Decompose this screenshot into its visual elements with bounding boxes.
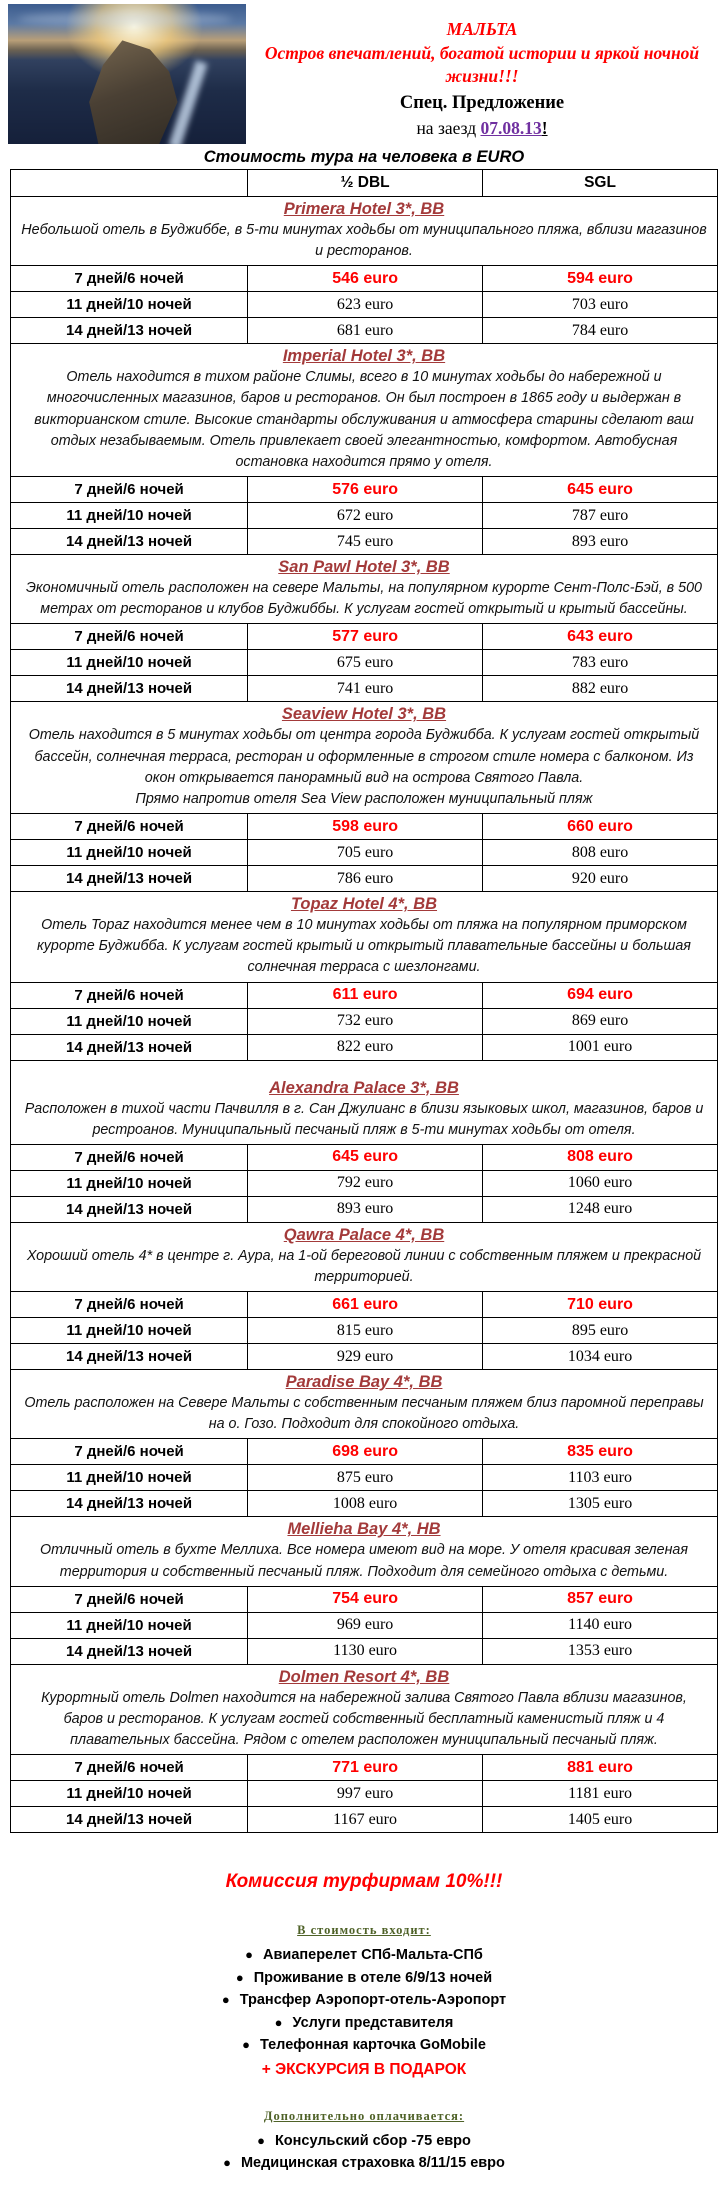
column-header-sgl: SGL [483,170,718,197]
dbl-price-cell: 786 euro [248,866,483,892]
hotel-description: Отель находится в 5 минутах ходьбы от центра города Буджибба. К услугам гостей открытый бассейн, солнечная терраса, ресторан и оформленные в строгом стиле номера с балконом. Из окон открывается панорамный вид на острова Святого Павла. [28,727,700,786]
duration-cell: 7 дней/6 ночей [11,814,248,840]
duration-cell: 14 дней/13 ночей [11,529,248,555]
price-row [11,1491,718,1517]
duration-cell: 7 дней/6 ночей [11,266,248,292]
sgl-price-cell: 1305 euro [483,1491,718,1517]
list-item-text: Авиаперелет СПб-Мальта-СПб [263,1947,483,1964]
list-item [0,2012,728,2034]
price-row [11,503,718,529]
dbl-price-cell: 875 euro [248,1465,483,1491]
includes-heading: В стоимость входит: [297,1923,431,1938]
dbl-price-cell: 1130 euro [248,1638,483,1664]
sgl-price-cell: 808 euro [483,1144,718,1170]
duration-cell: 7 дней/6 ночей [11,1144,248,1170]
duration-cell: 14 дней/13 ночей [11,1344,248,1370]
column-header-row [11,170,718,197]
sgl-price-cell: 787 euro [483,503,718,529]
dbl-price-cell: 929 euro [248,1344,483,1370]
sgl-price-cell: 869 euro [483,1008,718,1034]
price-row [11,1638,718,1664]
dbl-price-cell: 577 euro [248,624,483,650]
dbl-price-cell: 705 euro [248,840,483,866]
dbl-price-cell: 732 euro [248,1008,483,1034]
title-block [246,4,718,140]
dbl-price-cell: 681 euro [248,318,483,344]
price-row [11,1318,718,1344]
hotel-description: Отличный отель в бухте Меллиха. Все номера имеют вид на море. У отеля красивая зеленая территория и собственный песчаный пляж. Подходит для семейного отдыха с детьми. [39,1542,689,1580]
sgl-price-cell: 808 euro [483,840,718,866]
price-row [11,1170,718,1196]
hotel-section-header-row [11,1664,718,1754]
sgl-price-cell: 882 euro [483,676,718,702]
hotel-name: Alexandra Palace 3*, BB [269,1078,459,1097]
price-row [11,1755,718,1781]
sgl-price-cell: 784 euro [483,318,718,344]
date-suffix: ! [541,117,548,138]
dbl-price-cell: 672 euro [248,503,483,529]
sgl-price-cell: 645 euro [483,477,718,503]
hotel-section-cell [11,1370,718,1439]
price-row [11,1807,718,1833]
dbl-price-cell: 771 euro [248,1755,483,1781]
hotel-description: Экономичный отель расположен на севере Мальты, на популярном курорте Сент-Полс-Бэй, в 500 метрах от ресторанов и клубов Буджиббы. К услугам гостей открытый и крытый бассейны. [26,580,702,618]
duration-cell: 14 дней/13 ночей [11,318,248,344]
hotel-description: Курортный отель Dolmen находится на набережной залива Святого Павла вблизи магазинов, баров и ресторанов. К услугам гостей собственный бесплатный каменистый пляж и 4 плавательных бассейна. Рядом с отелем расположен муниципальный песчаный пляж. [41,1689,687,1749]
sgl-price-cell: 835 euro [483,1439,718,1465]
hotel-name: Seaview Hotel 3*, BB [281,705,447,724]
price-row [11,266,718,292]
dbl-price-cell: 675 euro [248,650,483,676]
special-offer-label: Спец. Предложение [399,92,565,113]
duration-cell: 7 дней/6 ночей [11,477,248,503]
duration-cell: 11 дней/10 ночей [11,1465,248,1491]
dbl-price-cell: 745 euro [248,529,483,555]
price-row [11,318,718,344]
price-table [10,169,718,1833]
page-title: МАЛЬТА [446,19,518,39]
sgl-price-cell: 1001 euro [483,1034,718,1060]
sgl-price-cell: 1140 euro [483,1612,718,1638]
list-item-text: Услуги представителя [292,2014,454,2031]
price-row [11,650,718,676]
sgl-price-cell: 1060 euro [483,1170,718,1196]
dbl-price-cell: 598 euro [248,814,483,840]
hotel-section-header-row [11,1222,718,1291]
duration-cell: 14 дней/13 ночей [11,866,248,892]
dbl-price-cell: 546 euro [248,266,483,292]
price-row [11,982,718,1008]
sgl-price-cell: 1034 euro [483,1344,718,1370]
table-caption: Стоимость тура на человека в EURO [203,148,525,166]
price-row [11,1781,718,1807]
hotel-section-header-row [11,1060,718,1144]
price-row [11,866,718,892]
list-item [0,1944,728,1966]
duration-cell: 11 дней/10 ночей [11,1008,248,1034]
bullet-icon: ● [242,2037,250,2053]
duration-cell: 11 дней/10 ночей [11,292,248,318]
hotel-description: Небольшой отель в Буджиббе, в 5-ти минутах ходьбы от муниципального пляжа, вблизи магазинов и ресторанов. [21,222,707,260]
hotel-description: Отель Topaz находится менее чем в 10 минутах ходьбы от пляжа на популярном приморском курорте Буджибба. К услугам гостей крытый и открытый плавательные бассейны и большая солнечная терраса с шезлонгами. [37,917,691,976]
duration-cell: 14 дней/13 ночей [11,1034,248,1060]
hotel-name: Topaz Hotel 4*, BB [290,895,438,914]
duration-cell: 11 дней/10 ночей [11,840,248,866]
hotel-name: Paradise Bay 4*, BB [285,1373,443,1392]
sgl-price-cell: 594 euro [483,266,718,292]
dbl-price-cell: 698 euro [248,1439,483,1465]
dbl-price-cell: 1008 euro [248,1491,483,1517]
date-prefix: на заезд [416,117,481,138]
column-header-empty [11,170,248,197]
hotel-name: Primera Hotel 3*, BB [283,200,445,218]
hotel-section-cell [11,1222,718,1291]
sgl-price-cell: 857 euro [483,1586,718,1612]
list-item-text: Телефонная карточка GoMobile [259,2037,486,2054]
bullet-icon: ● [257,2132,265,2148]
sgl-price-cell: 881 euro [483,1755,718,1781]
price-row [11,1344,718,1370]
dbl-price-cell: 893 euro [248,1196,483,1222]
duration-cell: 14 дней/13 ночей [11,1638,248,1664]
price-row [11,529,718,555]
malta-aerial-photo [8,4,246,144]
column-header-half-dbl: ½ DBL [248,170,483,197]
bullet-icon: ● [274,2014,283,2030]
sgl-price-cell: 920 euro [483,866,718,892]
price-row [11,292,718,318]
dbl-price-cell: 611 euro [248,982,483,1008]
duration-cell: 11 дней/10 ночей [11,650,248,676]
sgl-price-cell: 710 euro [483,1292,718,1318]
dbl-price-cell: 997 euro [248,1781,483,1807]
bullet-icon: ● [235,1969,244,1985]
dbl-price-cell: 645 euro [248,1144,483,1170]
price-row [11,624,718,650]
bullet-icon: ● [221,1992,230,2008]
hotel-name: San Pawl Hotel 3*, BB [278,558,450,577]
dbl-price-cell: 815 euro [248,1318,483,1344]
dbl-price-cell: 741 euro [248,676,483,702]
duration-cell: 11 дней/10 ночей [11,1612,248,1638]
duration-cell: 11 дней/10 ночей [11,1781,248,1807]
commission-note: Комиссия турфирмам 10%!!! [225,1871,503,1893]
price-row [11,1439,718,1465]
includes-list [0,1944,728,2056]
price-row [11,814,718,840]
hotel-section-header-row [11,555,718,624]
photo-cloud-shape [18,12,232,26]
list-item [0,1989,728,2011]
hotel-section-cell [11,555,718,624]
hotel-name: Imperial Hotel 3*, BB [282,347,446,366]
price-row [11,1034,718,1060]
hotel-name: Mellieha Bay 4*, HB [287,1520,441,1539]
list-item [0,2152,728,2174]
list-item-text: Консульский сбор -75 евро [274,2132,471,2149]
hotel-section-cell [11,892,718,982]
hotel-section-header-row [11,197,718,266]
dbl-price-cell: 792 euro [248,1170,483,1196]
bullet-icon: ● [245,1947,254,1963]
duration-cell: 11 дней/10 ночей [11,1318,248,1344]
dbl-price-cell: 576 euro [248,477,483,503]
hotel-name: Qawra Palace 4*, BB [283,1225,445,1244]
duration-cell: 11 дней/10 ночей [11,1170,248,1196]
list-item-text: Трансфер Аэропорт-отель-Аэропорт [239,1992,507,2009]
list-item [0,2034,728,2056]
bonus-excursion-note: + ЭКСКУРСИЯ В ПОДАРОК [261,2060,467,2078]
price-row [11,1008,718,1034]
hotel-name: Dolmen Resort 4*, BB [278,1667,450,1686]
hotel-section-header-row [11,1370,718,1439]
price-row [11,1612,718,1638]
list-item [0,2130,728,2152]
hotel-section-cell [11,197,718,266]
dbl-price-cell: 754 euro [248,1586,483,1612]
sgl-price-cell: 703 euro [483,292,718,318]
duration-cell: 7 дней/6 ночей [11,624,248,650]
price-row [11,1465,718,1491]
dbl-price-cell: 969 euro [248,1612,483,1638]
price-row [11,840,718,866]
hotel-section-cell [11,1517,718,1586]
duration-cell: 11 дней/10 ночей [11,503,248,529]
dbl-price-cell: 623 euro [248,292,483,318]
sgl-price-cell: 783 euro [483,650,718,676]
hotel-description: Отель находится в тихом районе Слимы, всего в 10 минутах ходьбы до набережной и многочисленных магазинов, баров и ресторанов. Он был построен в 1865 году и выдержан в викторианском стиле. Высокие стандарты обслуживания и атмосфера старины сделают ваш отдых незабываемым. Отель привлекает своей элегантностью, комфортом. Автобусная остановка находится прямо у отеля. [34,369,694,470]
sgl-price-cell: 1103 euro [483,1465,718,1491]
sgl-price-cell: 1353 euro [483,1638,718,1664]
price-row [11,1292,718,1318]
hotel-section-header-row [11,1517,718,1586]
sgl-price-cell: 895 euro [483,1318,718,1344]
duration-cell: 7 дней/6 ночей [11,1755,248,1781]
hotel-section-cell [11,344,718,477]
duration-cell: 14 дней/13 ночей [11,1807,248,1833]
duration-cell: 7 дней/6 ночей [11,1439,248,1465]
arrival-date-line [246,117,718,141]
duration-cell: 14 дней/13 ночей [11,1491,248,1517]
price-row [11,1586,718,1612]
sgl-price-cell: 643 euro [483,624,718,650]
list-item-text: Медицинская страховка 8/11/15 евро [240,2155,505,2172]
list-item [0,1967,728,1989]
hotel-description: Расположен в тихой части Пачвилля в г. Сан Джулианс в близи языковых школ, магазинов, баров и рестроанов. Муниципальный песчаный пляж в 5-ти минутах ходьбы от отеля. [24,1100,704,1138]
hotel-description: Хороший отель 4* в центре г. Аура, на 1-ой береговой линии с собственным пляжем и прекрасной территорией. [26,1247,702,1285]
duration-cell: 7 дней/6 ночей [11,982,248,1008]
hotel-description: Отель расположен на Севере Мальты с собственным песчаным пляжем близ паромной переправы на о. Гозо. Подходит для спокойного отдыха. [24,1395,704,1433]
sgl-price-cell: 1405 euro [483,1807,718,1833]
hotel-section-header-row [11,344,718,477]
dbl-price-cell: 1167 euro [248,1807,483,1833]
bottom-spacer [0,2175,728,2201]
dbl-price-cell: 661 euro [248,1292,483,1318]
bullet-icon: ● [223,2155,231,2171]
list-item-text: Проживание в отеле 6/9/13 ночей [253,1969,493,1986]
price-row [11,676,718,702]
hotel-section-cell [11,1060,718,1144]
extras-list [0,2130,728,2175]
arrival-date-link[interactable]: 07.08.13 [480,117,542,138]
sgl-price-cell: 1181 euro [483,1781,718,1807]
sgl-price-cell: 893 euro [483,529,718,555]
duration-cell: 14 дней/13 ночей [11,676,248,702]
dbl-price-cell: 822 euro [248,1034,483,1060]
price-row [11,477,718,503]
sgl-price-cell: 694 euro [483,982,718,1008]
hotel-section-cell [11,1664,718,1754]
sgl-price-cell: 660 euro [483,814,718,840]
hotel-section-header-row [11,892,718,982]
extras-heading: Дополнительно оплачивается: [263,2108,465,2123]
hotel-section-cell [11,702,718,814]
duration-cell: 14 дней/13 ночей [11,1196,248,1222]
hotel-section-header-row [11,702,718,814]
price-row [11,1196,718,1222]
hotel-description: Прямо напротив отеля Sea View расположен муниципальный пляж [135,790,593,807]
duration-cell: 7 дней/6 ночей [11,1586,248,1612]
page-subtitle: Остров впечатлений, богатой истории и яркой ночной жизни!!! [264,42,700,87]
document-header [0,0,728,144]
sgl-price-cell: 1248 euro [483,1196,718,1222]
duration-cell: 7 дней/6 ночей [11,1292,248,1318]
price-row [11,1144,718,1170]
